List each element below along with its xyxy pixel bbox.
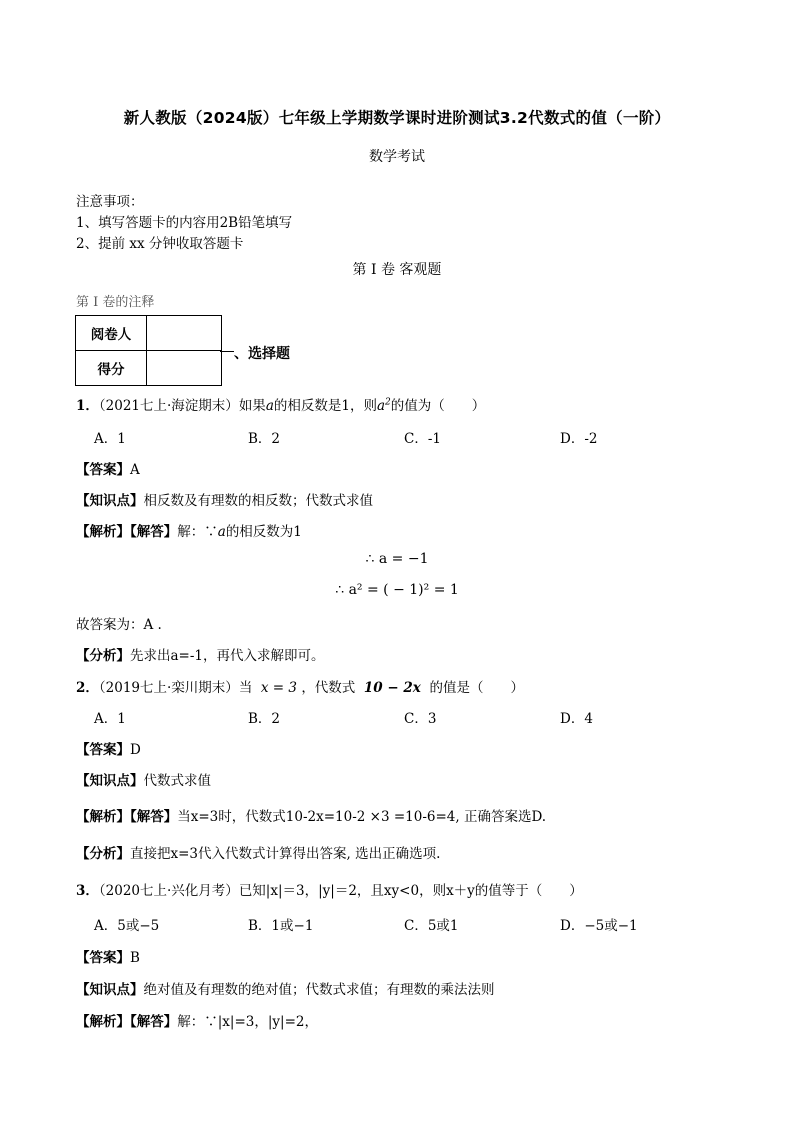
question-3-stem <box>76 879 583 899</box>
section-rule <box>220 351 234 352</box>
answer-value: A <box>130 462 140 478</box>
option-d: D．-2 <box>560 431 598 447</box>
review-tag: 【分析】 <box>76 648 130 664</box>
volume-note: 第 I 卷的注释 <box>76 295 155 310</box>
option-a: A．1 <box>94 711 126 727</box>
reviewer-cell[interactable] <box>147 316 222 351</box>
knowledge-line <box>76 769 211 789</box>
volume-title: 第 I 卷 客观题 <box>352 262 442 278</box>
stem-text: 的值是（ ） <box>429 680 524 696</box>
review-text: 先求出a=-1，再代入求解即可。 <box>130 648 325 664</box>
stem-text: ，代数式 <box>301 680 356 696</box>
review-line <box>76 842 440 862</box>
question-2-stem <box>76 676 524 696</box>
math-expr: $a^2$ <box>376 397 391 414</box>
math-var: a <box>217 524 226 540</box>
analysis-text: 解：∵ <box>177 524 218 540</box>
math-expr: 10 − 2x <box>363 680 421 696</box>
option-b: B．2 <box>248 711 281 727</box>
option-c: C．-1 <box>404 431 441 447</box>
knowledge-tag: 【知识点】 <box>76 493 144 509</box>
notes-item: 2、提前 xx 分钟收取答题卡 <box>76 236 244 252</box>
answer-line <box>76 738 141 758</box>
notes-item: 1、填写答题卡的内容用2B铅笔填写 <box>76 215 293 231</box>
question-number: 1． <box>76 398 99 414</box>
question-number: 2． <box>76 680 99 696</box>
knowledge-tag: 【知识点】 <box>76 982 144 998</box>
analysis-text: 当x=3时，代数式10-2x=10-2 ×3 =10-6=4, 正确答案选D. <box>177 809 547 825</box>
solution-step-2: ∴ a² = ( − 1)² = 1 <box>335 582 459 598</box>
option-b: B．2 <box>248 431 281 447</box>
knowledge-text: 代数式求值 <box>143 773 211 789</box>
section-title: 、选择题 <box>234 346 290 362</box>
answer-value: D <box>130 742 141 758</box>
option-d: D．4 <box>560 711 593 727</box>
option-a: A．1 <box>94 431 126 447</box>
stem-text: 已知|x|＝3，|y|＝2，且xy<0，则x＋y的值等于（ ） <box>238 883 583 899</box>
answer-tag: 【答案】 <box>76 950 130 966</box>
question-source: （2019七上·栾川期末） <box>98 680 239 696</box>
solution-tag: 【解答】 <box>130 524 178 540</box>
question-source: （2020七上·兴化月考） <box>98 883 239 899</box>
page-title: 新人教版（2024版）七年级上学期数学课时进阶测试3.2代数式的值（一阶） <box>123 109 671 127</box>
notes-block <box>76 192 292 255</box>
knowledge-text: 绝对值及有理数的绝对值；代数式求值；有理数的乘法法则 <box>143 982 495 998</box>
solution-step-1: ∴ a = −1 <box>365 551 429 567</box>
math-var: x = 3 <box>260 680 298 696</box>
stem-text: 的相反数是1，则 <box>273 398 377 414</box>
score-label: 得分 <box>76 351 147 386</box>
option-c: C．3 <box>404 711 437 727</box>
answer-value: B <box>130 950 140 966</box>
math-var: a <box>265 398 274 414</box>
stem-text: 的值为（ ） <box>390 398 486 414</box>
answer-tag: 【答案】 <box>76 462 130 478</box>
notes-heading: 注意事项： <box>76 194 144 210</box>
solution-tag: 【解答】 <box>130 1014 178 1030</box>
score-table <box>75 315 222 386</box>
analysis-text: 的相反数为1 <box>225 524 302 540</box>
analysis-tag: 【解析】 <box>76 809 130 825</box>
knowledge-line <box>76 978 495 998</box>
analysis-tag: 【解析】 <box>76 1014 130 1030</box>
stem-text: 当 <box>238 680 253 696</box>
solution-tag: 【解答】 <box>130 809 178 825</box>
option-d: D．−5或−1 <box>560 918 638 934</box>
analysis-line <box>76 520 302 540</box>
option-c: C．5或1 <box>404 918 459 934</box>
reviewer-label: 阅卷人 <box>76 316 147 351</box>
stem-text: 如果 <box>238 398 266 414</box>
score-cell[interactable] <box>147 351 222 386</box>
answer-line <box>76 458 140 478</box>
analysis-line <box>76 805 546 825</box>
knowledge-tag: 【知识点】 <box>76 773 144 789</box>
question-number: 3． <box>76 883 99 899</box>
option-b: B．1或−1 <box>248 918 314 934</box>
knowledge-text: 相反数及有理数的相反数；代数式求值 <box>143 493 373 509</box>
conclusion-line: 故答案为：A . <box>76 617 162 633</box>
option-a: A．5或−5 <box>94 918 160 934</box>
analysis-tag: 【解析】 <box>76 524 130 540</box>
review-text: 直接把x=3代入代数式计算得出答案, 选出正确选项. <box>130 846 441 862</box>
analysis-text: 解：∵|x|=3，|y|=2， <box>177 1014 318 1030</box>
analysis-line <box>76 1010 318 1030</box>
answer-tag: 【答案】 <box>76 742 130 758</box>
answer-line <box>76 946 140 966</box>
question-1-stem <box>76 394 485 414</box>
question-source: （2021七上·海淀期末） <box>98 398 239 414</box>
review-line <box>76 644 325 664</box>
review-tag: 【分析】 <box>76 846 130 862</box>
knowledge-line <box>76 489 373 509</box>
page-subtitle: 数学考试 <box>369 149 425 165</box>
